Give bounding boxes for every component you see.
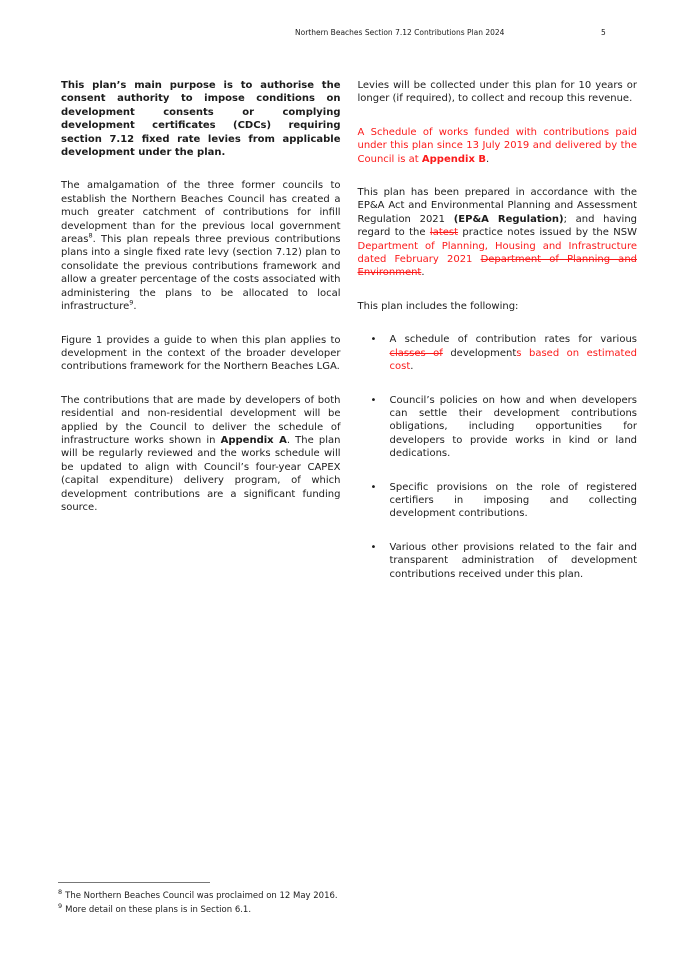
levies-collection-paragraph <box>358 79 638 106</box>
text-run: The amalgamation of the three former councils to establish the Northern Beaches Council has created a much greater catchment of contributions for infill development than for the previous local government areas <box>61 180 341 246</box>
text-run: This plan includes the following: <box>357 300 519 312</box>
bullet-contribution-rates <box>358 333 638 373</box>
bullet-registered-certifiers <box>358 481 638 521</box>
footnote-8 <box>58 890 338 904</box>
document-header-title: Northern Beaches Section 7.12 Contributions Plan 2024 <box>295 28 505 37</box>
bullet-other-provisions <box>358 541 638 581</box>
text-run: ; and having regard to the <box>357 213 638 239</box>
text-run: A Schedule of works funded with contributions paid under this plan since 13 July 2019 and delivered by the Council is at <box>357 126 637 165</box>
footnote-8-marker: 8 <box>58 888 63 897</box>
schedule-of-works-paragraph <box>358 126 638 166</box>
footnote-8-text: The Northern Beaches Council was proclaimed on 12 May 2016. <box>65 891 338 901</box>
footnote-9-marker: 9 <box>58 901 63 910</box>
text-run: . <box>410 361 414 373</box>
text-run: latest <box>429 227 459 239</box>
amalgamation-paragraph <box>61 179 341 313</box>
page-number: 5 <box>601 28 606 37</box>
text-run: . The plan will be regularly reviewed and the works schedule will be updated to align with Council’s four-year CAPEX (capital expenditure) delivery program, of which development contributions are a significant funding source. <box>61 434 341 513</box>
contributions-application-paragraph <box>61 394 341 515</box>
right-column <box>358 79 638 601</box>
text-run: s based on estimated cost <box>389 347 637 373</box>
text-run: development <box>442 347 517 359</box>
text-run: . <box>421 267 425 279</box>
text-run: Specific provisions on the role of registered certifiers in imposing and collecting development contributions. <box>389 481 637 520</box>
bullet-council-policies <box>358 394 638 461</box>
text-run: . <box>133 301 137 313</box>
text-run: (EP&A Regulation) <box>453 213 564 225</box>
text-run: Department of Planning and Environment <box>357 254 637 279</box>
text-run: 9 <box>129 298 134 307</box>
prepared-in-accordance-paragraph <box>358 186 638 280</box>
footnote-9-text: More detail on these plans is in Section 6.1. <box>65 904 252 915</box>
text-run: Figure 1 provides a guide to when this plan applies to development in the context of the broader developer contributions framework for the Northern Beaches LGA. <box>61 334 341 373</box>
plan-includes-intro-paragraph <box>358 300 638 313</box>
text-run: A schedule of contribution rates for various <box>389 334 637 346</box>
text-run: Appendix B <box>421 153 487 165</box>
footnotes-section <box>58 882 338 917</box>
text-run: practice notes issued by the NSW <box>458 227 637 239</box>
text-run: This plan’s main purpose is to authorise the consent authority to impose conditions on development consents or complying development certificates (CDCs) requiring section 7.12 fixed rate levies from applicable development under the plan. <box>61 80 341 159</box>
purpose-statement-paragraph <box>61 79 341 159</box>
text-run: The contributions that are made by developers of both residential and non-residential development will be applied by the Council to deliver the schedule of infrastructure works shown in <box>61 394 341 446</box>
left-column <box>61 79 341 601</box>
text-run: This plan has been prepared in accordance with the EP&A Act and Environmental Planning and Assessment Regulation 2021 <box>357 187 637 225</box>
figure1-guide-paragraph <box>61 334 341 374</box>
text-run: Levies will be collected under this plan for 10 years or longer (if required), to collect and recoup this revenue. <box>357 80 637 105</box>
text-run: Appendix A <box>220 434 287 446</box>
text-run: Council’s policies on how and when developers can settle their development contributions obligations, including opportunities for developers to provide works in kind or land dedications. <box>389 394 637 460</box>
text-run: classes of <box>389 347 443 359</box>
text-run: 8 <box>88 231 93 240</box>
body-columns <box>61 79 637 601</box>
text-run: Department of Planning, Housing and Infrastructure dated February 2021 <box>357 240 637 266</box>
footnote-9 <box>58 901 338 918</box>
text-run: Various other provisions related to the fair and transparent administration of development contributions received under this plan. <box>389 541 637 580</box>
text-run: . This plan repeals three previous contributions plans into a single fixed rate levy (section 7.12) plan to consolidate the previous contributions framework and allow a greater percentage of the costs associated with administering the plans to be allocated to local infrastructure <box>61 234 341 313</box>
footnote-separator <box>58 882 210 883</box>
text-run: . <box>486 153 490 165</box>
